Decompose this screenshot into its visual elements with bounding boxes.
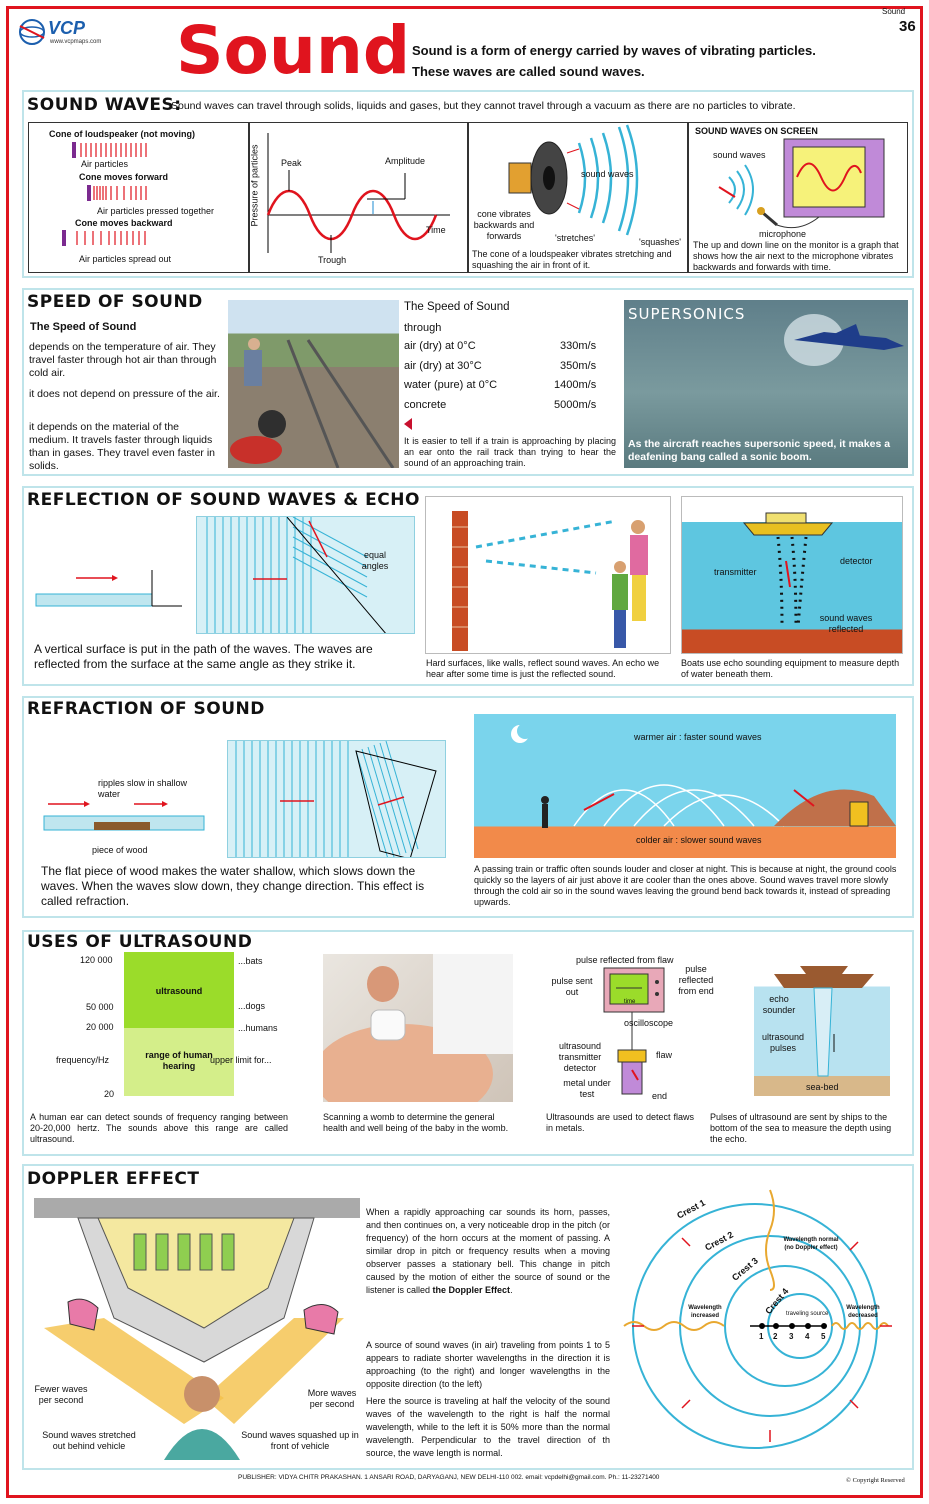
crest-circles (620, 1190, 910, 1452)
doppler-para-3: Here the source is traveling at half the velocity of the sound waves of the wavelength to the right is half the normal wavelength, while to the left it is 50% more than the normal wavelength. Perpendicular to the travel direction of th source, the wave length is normal. (366, 1396, 610, 1458)
pressure-axis-label: Pressure of particles (249, 144, 260, 227)
speed-para-3: it depends on the material of the medium. It travels faster through liquids than in gases. They travel even faster in solids. (29, 421, 215, 472)
stretches-label: 'stretches' (555, 233, 595, 243)
sea-depth-diagram (754, 952, 890, 1096)
doppler-para-1-text: When a rapidly approaching car sounds its horn, passes, and then continues on, a very noticeable drop in the pitch (or frequency) of the horn occurs at the moment of passing. A similar drop in pitch or frequency results when a moving observer passes a stationary bell. This change in pitch caused by the motion of either the source of sound or the listener is called (366, 1207, 610, 1295)
squashes-label: 'squashes' (639, 237, 681, 247)
sound-waves-subtitle: Sound waves can travel through solids, liquids and gases, but they cannot travel through a vacuum as there are no particles to vibrate. (171, 100, 796, 112)
crest-4-label: Crest 4 (763, 1286, 791, 1317)
night-refraction-scene (474, 714, 896, 858)
time-label: Time (426, 225, 446, 235)
upper-limit-label: upper limit for... (210, 1055, 272, 1065)
speed-para-1: depends on the temperature of air. They travel faster through hot air than through cold air. (29, 341, 217, 379)
reflection-title: REFLECTION OF SOUND WAVES & ECHO (27, 490, 420, 510)
bats-label: ...bats (238, 956, 263, 966)
particle-diagram (29, 123, 249, 273)
rail-caption: It is easier to tell if a train is approaching by placing an ear onto the rail track than trying to hear the sound of an approaching train. (404, 436, 616, 468)
microphone-label: microphone (759, 229, 807, 239)
refraction-title: REFRACTION OF SOUND (27, 699, 265, 719)
speed-table-sub: through (404, 322, 442, 334)
echo-boat-box (681, 496, 903, 654)
refraction-grid-diagram (227, 740, 446, 858)
sound-waves-label: sound waves (581, 169, 634, 179)
point-label: 1 (759, 1332, 764, 1341)
ultrasound-band-label: ultrasound (155, 986, 203, 996)
transmitter-label: transmitter (714, 567, 757, 577)
equal-angles-label: equal angles (361, 550, 389, 571)
end-label: end (652, 1091, 668, 1101)
colder-air-label: colder air : slower sound waves (636, 835, 762, 845)
point-label: 5 (821, 1332, 826, 1341)
oscilloscope-label: oscilloscope (624, 1018, 674, 1028)
point-label: 4 (805, 1332, 810, 1341)
time-label: time (624, 999, 636, 1005)
reflection-caption-3: Boats use echo sounding equipment to measure depth of water beneath them. (681, 658, 900, 679)
reflection-caption-1: A vertical surface is put in the path of the waves. The waves are reflected from the surface at the same angle as they strike it. (34, 642, 373, 671)
ultrasound-caption-3: Ultrasounds are used to detect flaws in metals. (546, 1112, 694, 1133)
flaw-detection-diagram (546, 952, 714, 1104)
detector-label: detector (840, 556, 873, 566)
doppler-crest-diagram (620, 1190, 910, 1452)
humans-label: ...humans (238, 1023, 278, 1033)
wavefront-lines (197, 517, 415, 634)
ultrasound-caption-1: A human ear can detect sounds of frequency ranging between 20-20,000 hertz. The sounds above this range are called ultrasound. (30, 1112, 288, 1144)
intro-line-2: These waves are called sound waves. (412, 64, 645, 79)
rail-track-photo (228, 300, 399, 468)
point-label: 3 (789, 1332, 794, 1341)
wavelength-decreased-label: Wavelength decreased (846, 1305, 880, 1319)
peak-label: Peak (281, 158, 302, 168)
speed-para-2: it does not depend on pressure of the air. (29, 388, 220, 400)
squashed-label: Sound waves squashed up in front of vehicle (241, 1430, 359, 1451)
sea-depth-drawing (754, 952, 890, 1096)
sound-waves-title: SOUND WAVES: (27, 95, 182, 115)
metal-label: metal under test (563, 1078, 611, 1099)
ultrasound-title: USES OF ULTRASOUND (27, 932, 253, 952)
wave-graph (250, 123, 468, 273)
supersonics-caption: As the aircraft reaches supersonic speed, it makes a deafening bang called a sonic boom. (628, 438, 891, 463)
frequency-chart (30, 952, 300, 1104)
logo-text: VCP (48, 18, 86, 38)
doppler-street-scene (34, 1198, 360, 1460)
wood-label: piece of wood (92, 845, 148, 855)
spread-label: Air particles spread out (79, 254, 172, 264)
womb-scan-drawing (323, 954, 513, 1102)
rail-track-drawing (228, 300, 399, 468)
pressed-label: Air particles pressed together (97, 206, 215, 216)
pulse-reflected-flaw-label: pulse reflected from flaw (576, 955, 674, 965)
wood-diagram (44, 800, 214, 830)
corner-label: Sound (882, 7, 906, 16)
tick-label: 50 000 (86, 1002, 114, 1012)
refraction-lines (228, 741, 446, 858)
screen-sound-waves-label: sound waves (713, 150, 766, 160)
vcp-logo (18, 16, 110, 48)
refraction-caption-2: A passing train or traffic often sounds louder and closer at night. This is because at night, the ground cools quickly so the layers of air just above it are cooler than the ones above. Sound waves travel more slowly through the cold air so in the sound waves leaving the ground bend back towards it, instead of spreading upwards. (474, 864, 897, 907)
screen-caption: The up and down line on the monitor is a graph that shows how the air next to the microphone vibrates backwards and forwards with time. (693, 240, 899, 272)
loudspeaker-caption: The cone of a loudspeaker vibrates stretching and squashing the air in front of it. (472, 249, 672, 270)
cone-backward-label: Cone moves backward (75, 218, 173, 228)
more-waves-label: More waves per second (307, 1388, 357, 1409)
traveling-source-label: traveling source (786, 1311, 829, 1317)
flaw-label: flaw (656, 1050, 673, 1060)
reflection-simple-diagram (36, 570, 196, 610)
trough-label: Trough (318, 255, 347, 265)
speed-row-value: 350m/s (560, 360, 597, 372)
supersonic-photo (624, 300, 908, 468)
intro-line-1: Sound is a form of energy carried by waves of vibrating particles. (412, 43, 816, 58)
pulse-sent-label: pulse sent out (551, 976, 593, 997)
cone-forward-label: Cone moves forward (79, 172, 169, 182)
ultrasound-caption-2: Scanning a womb to determine the general health and well being of the baby in the womb. (323, 1112, 509, 1133)
echo-wall-drawing (426, 497, 671, 654)
screen-title: SOUND WAVES ON SCREEN (695, 126, 818, 136)
loudspeaker-particles-box (28, 122, 249, 273)
cone-vibrates-label: cone vibrates backwards and forwards (473, 209, 535, 241)
reflection-grid-diagram (196, 516, 415, 634)
crest-2-label: Crest 2 (703, 1229, 735, 1253)
stretched-label: Sound waves stretched out behind vehicle (42, 1430, 136, 1451)
logo-url: www.vcpmaps.com (50, 39, 102, 45)
echo-wall-box (425, 496, 671, 654)
amplitude-label: Amplitude (385, 156, 426, 166)
ultrasound-caption-4: Pulses of ultrasound are sent by ships to the bottom of the sea to measure the depth using the echo. (710, 1112, 892, 1144)
point-label: 2 (773, 1332, 778, 1341)
echo-sounder-label: echo sounder (762, 994, 796, 1015)
wavelength-normal-label: Wavelength normal (no Doppler effect) (783, 1237, 839, 1251)
crest-3-label: Crest 3 (730, 1255, 760, 1283)
page-number: 36 (899, 18, 916, 35)
speed-row-value: 1400m/s (554, 379, 597, 391)
speed-row-value: 330m/s (560, 340, 597, 352)
speed-row-value: 5000m/s (554, 399, 597, 411)
reflected-label: sound waves reflected (819, 613, 873, 634)
womb-scan-photo (323, 954, 513, 1102)
supersonics-title: SUPERSONICS (628, 305, 746, 323)
hearing-band-label: range of human hearing (145, 1050, 213, 1071)
ripples-label: ripples slow in shallow water (98, 778, 188, 799)
reflection-caption-2: Hard surfaces, like walls, reflect sound waves. An echo we hear after some time is just the reflected sound. (426, 658, 660, 679)
speed-subtitle: The Speed of Sound (30, 321, 137, 333)
fewer-waves-label: Fewer waves per second (34, 1384, 88, 1405)
speed-row-medium: air (dry) at 0°C (404, 340, 476, 352)
warmer-air-label: warmer air : faster sound waves (634, 732, 762, 742)
tick-label: 120 000 (80, 955, 113, 965)
doppler-effect-term: the Doppler Effect (432, 1285, 511, 1295)
copyright: © Copyright Reserved (846, 1477, 905, 1484)
pulse-reflected-end-label: pulse reflected from end (678, 964, 714, 996)
doppler-para-1: When a rapidly approaching car sounds its horn, passes, and then continues on, a very noticeable drop in the pitch (or frequency) of the horn occurs at the moment of passing. A similar drop in pitch or frequency results when a moving observer passes a stationary bell. This change in pitch caused by the motion of either the source of sound or the listener is called the Doppler Effect. (366, 1207, 610, 1295)
loudspeaker-box (468, 122, 688, 273)
frequency-axis-label: frequency/Hz (56, 1055, 110, 1065)
refraction-caption-1: The flat piece of wood makes the water shallow, which slows down the waves. When the waves slow down, they change direction. This effect is called refraction. (41, 864, 425, 908)
wavelength-increased-label: Wavelength increased (688, 1305, 722, 1319)
speed-title: SPEED OF SOUND (27, 292, 203, 312)
speed-row-medium: water (pure) at 0°C (404, 379, 498, 391)
speed-row-medium: concrete (404, 399, 447, 411)
page-title: Sound (176, 12, 411, 89)
cone-still-label: Cone of loudspeaker (not moving) (49, 129, 196, 139)
dogs-label: ...dogs (238, 1001, 266, 1011)
air-particles-label: Air particles (81, 159, 129, 169)
pulses-label: ultrasound pulses (761, 1032, 805, 1053)
publisher-line: PUBLISHER: VIDYA CHITR PRAKASHAN. 1 ANSARI ROAD, DARYAGANJ, NEW DELHI-110 002. email: vcpdelhi@gmail.com. Ph.: 11-23271400 (238, 1474, 660, 1481)
pointer-triangle-icon (404, 418, 414, 430)
crest-1-label: Crest 1 (675, 1197, 707, 1221)
transmitter-detector-label: ultrasound transmitter detector (558, 1041, 602, 1073)
tick-label: 20 (104, 1089, 115, 1099)
street-drawing (34, 1198, 360, 1460)
seabed-label: sea-bed (806, 1082, 839, 1092)
speed-table-title: The Speed of Sound (404, 301, 510, 313)
speed-row-medium: air (dry) at 30°C (404, 360, 482, 372)
doppler-para-2: A source of sound waves (in air) traveling from points 1 to 5 appears to radiate shorter wavelengths in the direction it is approaching (to the right) and longer wavelengths in the opposite direction (to the left) (366, 1340, 610, 1389)
doppler-title: DOPPLER EFFECT (27, 1169, 200, 1189)
tick-label: 20 000 (86, 1022, 114, 1032)
wave-graph-box (249, 122, 468, 273)
screen-box (688, 122, 908, 273)
